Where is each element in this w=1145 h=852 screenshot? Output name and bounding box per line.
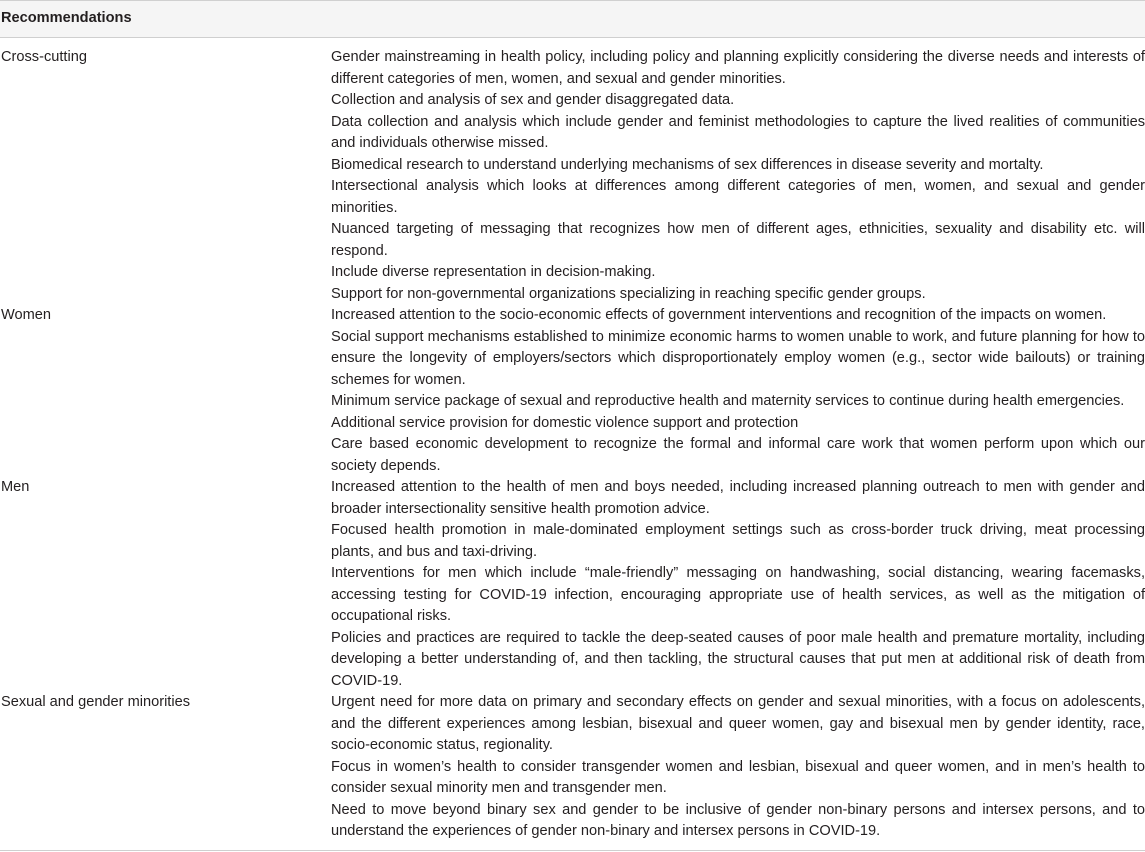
row-category: Women	[1, 307, 52, 323]
row-category: Men	[1, 479, 30, 495]
recommendation-item: Biomedical research to understand underlying mechanisms of sex differences in disease severity and mortalty.	[331, 156, 1044, 173]
recommendation-item: Data collection and analysis which include gender and feminist methodologies to capture the lived realities of communities and individuals otherwise missed.	[331, 113, 1145, 151]
bottom-rule	[0, 850, 1145, 851]
recommendation-item: Additional service provision for domestic violence support and protection	[331, 414, 799, 431]
table-row	[0, 692, 1145, 843]
row-recommendations	[331, 305, 1145, 477]
recommendation-item: Gender mainstreaming in health policy, including policy and planning explicitly considering the diverse needs and interests of different categories of men, women, and sexual and gender minorities.	[331, 49, 1145, 87]
recommendation-item: Intersectional analysis which looks at differences among different categories of men, women, and sexual and gender minorities.	[331, 178, 1145, 216]
table-row	[0, 477, 1145, 692]
recommendation-item: Focused health promotion in male-dominated employment settings such as cross-border truck driving, meat processing plants, and bus and taxi-driving.	[331, 522, 1145, 560]
row-category: Cross-cutting	[1, 49, 87, 65]
recommendation-item: Urgent need for more data on primary and secondary effects on gender and sexual minorities, with a focus on adolescents, and the different experiences among lesbian, bisexual and queer women, gay and bisexual men by gender identity, race, socio-economic status, regionality.	[331, 694, 1145, 753]
recommendation-item: Collection and analysis of sex and gender disaggregated data.	[331, 92, 735, 108]
recommendation-item: Focus in women’s health to consider transgender women and lesbian, bisexual and queer women, and in men’s health to consider sexual minority men and transgender men.	[331, 758, 1145, 796]
table-body	[0, 38, 1145, 843]
recommendation-item: Social support mechanisms established to minimize economic harms to women unable to work, and future planning for how to ensure the longevity of employers/sectors which disproportionately employ women (e.g., sector wide bailouts) or training schemes for women.	[331, 328, 1145, 388]
table-row	[0, 305, 1145, 477]
header-title: Recommendations	[1, 10, 132, 27]
recommendation-item: Support for non-governmental organizations specializing in reaching specific gender groups.	[331, 285, 926, 302]
table-row	[0, 47, 1145, 305]
row-recommendations	[331, 692, 1145, 843]
recommendation-item: Need to move beyond binary sex and gender to be inclusive of gender non-binary persons and intersex persons, and to understand the experiences of gender non-binary and intersex persons in COVID-19.	[331, 801, 1145, 839]
recommendation-item: Interventions for men which include “male-friendly” messaging on handwashing, social distancing, wearing facemasks, accessing testing for COVID-19 infection, encouraging appropriate use of health services, as well as the mitigation of occupational risks.	[331, 565, 1145, 624]
row-recommendations	[331, 477, 1145, 692]
table-header	[0, 0, 1145, 38]
recommendation-item: Minimum service package of sexual and reproductive health and maternity services to continue during health emergencies.	[331, 393, 1125, 409]
recommendation-item: Increased attention to the health of men and boys needed, including increased planning outreach to men with gender and broader intersectionality sensitive health promotion advice.	[331, 479, 1145, 517]
recommendation-item: Nuanced targeting of messaging that recognizes how men of different ages, ethnicities, sexuality and disability etc. will respond.	[331, 221, 1145, 259]
recommendation-item: Policies and practices are required to tackle the deep-seated causes of poor male health and premature mortality, including developing a better understanding of, and then tackling, the structural causes that put men at additional risk of death from COVID-19.	[331, 629, 1145, 689]
recommendation-item: Include diverse representation in decision-making.	[331, 264, 656, 280]
row-category: Sexual and gender minorities	[1, 694, 191, 710]
row-recommendations	[331, 47, 1145, 305]
recommendation-item: Care based economic development to recognize the formal and informal care work that women perform upon which our society depends.	[331, 436, 1145, 474]
recommendation-item: Increased attention to the socio-economic effects of government interventions and recognition of the impacts on women.	[331, 307, 1107, 323]
